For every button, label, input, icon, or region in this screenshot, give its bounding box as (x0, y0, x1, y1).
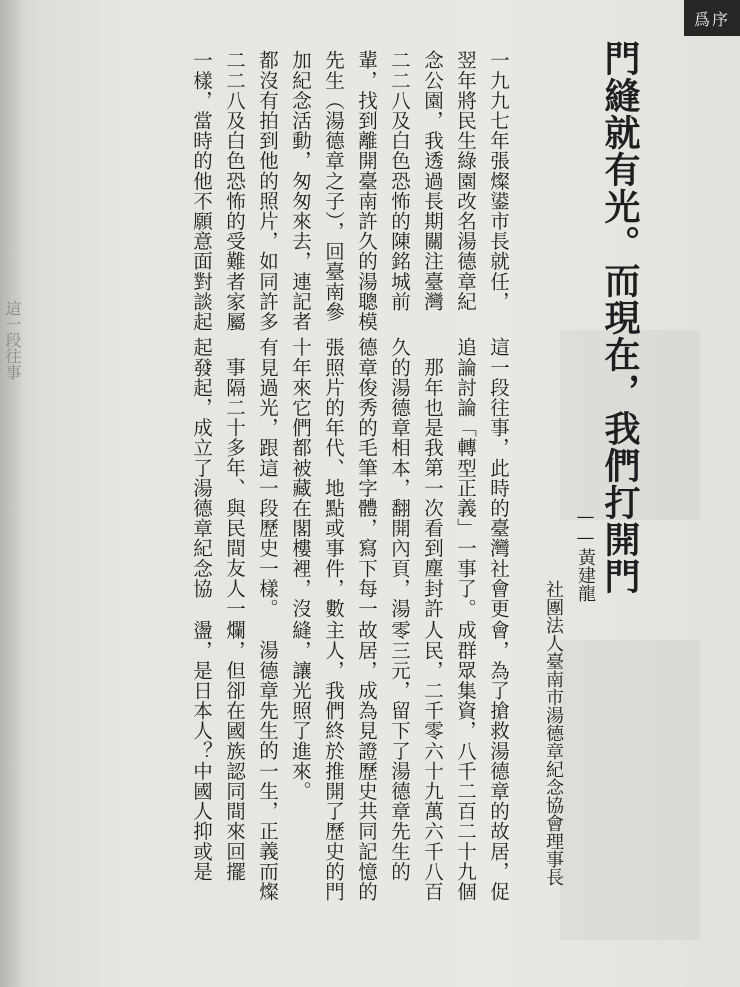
text-column: 有見過光，跟這一段歷史一樣。 (256, 337, 279, 619)
text-column: 主人，我們終於推開了歷史的門 (322, 620, 345, 902)
text-column: 爛，但卻在國族認同間來回擺 (223, 620, 246, 882)
text-column: 念公園，我透過長期關注臺灣 (421, 50, 444, 312)
text-column: 德章俊秀的毛筆字體，寫下每一 (355, 337, 378, 619)
text-column: 湯德章先生的一生，正義而燦 (256, 640, 279, 902)
text-column: 起發起，成立了湯德章紀念協 (190, 337, 213, 599)
facing-page-edge (0, 0, 22, 987)
text-column: 先生（湯德章之子），回臺南參 (322, 50, 345, 322)
text-column: 十年來它們都被藏在閣樓裡，沒 (289, 337, 312, 619)
article-title: 門縫就有光。而現在，我們打開門 (599, 40, 641, 595)
section-tab: 爲序 (684, 0, 740, 36)
text-column: 一九九七年張燦鍙市長就任， (487, 50, 510, 312)
facing-page-text: 這一段往事 (3, 300, 22, 380)
text-column: 故居，成為見證歷史共同記憶的 (355, 620, 378, 902)
text-column: 都沒有拍到他的照片，如同許多 (256, 50, 279, 332)
text-column: 縫，讓光照了進來。 (289, 620, 312, 801)
text-column: 追論討論「轉型正義」一事了。 (454, 337, 477, 619)
text-column: 加紀念活動，匆匆來去，連記者 (289, 50, 312, 332)
text-column: 張照片的年代、地點或事件，數 (322, 337, 345, 619)
text-column: 人民，二千零六十九萬六千八百 (421, 620, 444, 902)
text-column: 成群眾集資，八千二百二十九個 (454, 620, 477, 902)
bleed-through-image (560, 640, 700, 940)
text-column: 久的湯德章相本，翻開內頁，湯 (388, 337, 411, 619)
author-name: ——黃建龍 (575, 506, 596, 602)
author-affiliation: 社團法人臺南市湯德章紀念協會理事長 (543, 580, 564, 886)
text-column: 這一段往事，此時的臺灣社會更 (487, 337, 510, 619)
text-column: 那年也是我第一次看到塵封許 (421, 357, 444, 619)
text-column: 輩，找到離開臺南許久的湯聰模 (355, 50, 378, 332)
text-column: 零三元，留下了湯德章先生的 (388, 620, 411, 882)
text-column: 盪，是日本人？中國人抑或是 (190, 620, 213, 882)
text-column: 一樣，當時的他不願意面對談起 (190, 50, 213, 332)
text-column: 二二八及白色恐怖的陳銘城前 (388, 50, 411, 312)
text-column: 會，為了搶救湯德章的故居，促 (487, 620, 510, 902)
text-column: 翌年將民生綠園改名湯德章紀 (454, 50, 477, 312)
text-column: 事隔二十多年、與民間友人一 (223, 357, 246, 619)
text-column: 二二八及白色恐怖的受難者家屬 (223, 50, 246, 332)
